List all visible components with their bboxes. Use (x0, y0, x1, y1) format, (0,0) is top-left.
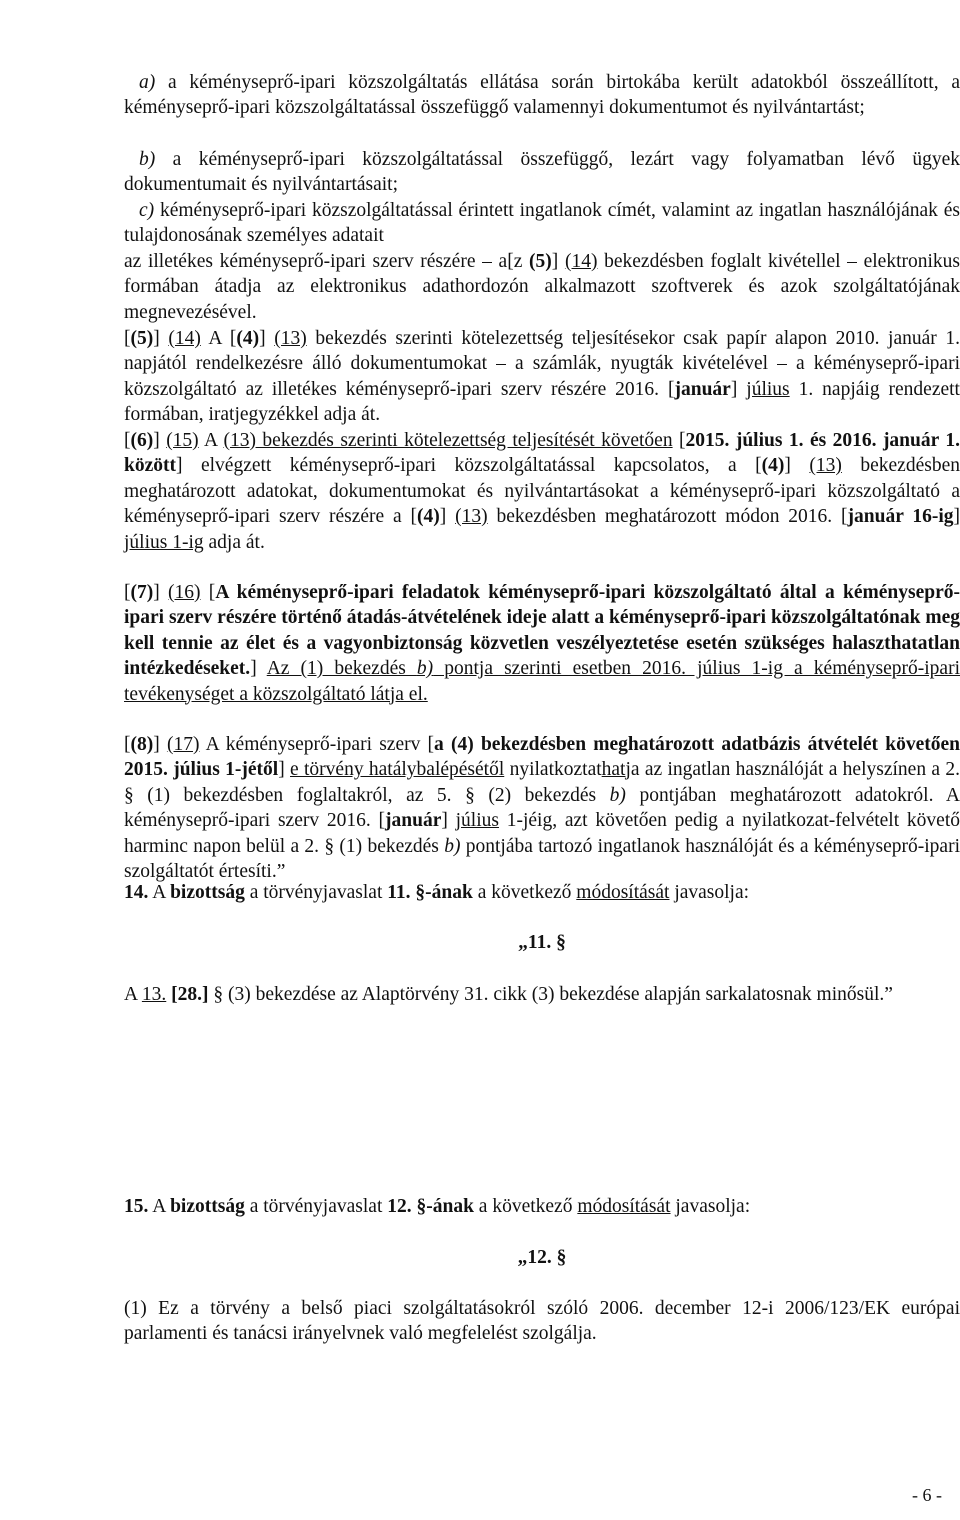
paragraph-item-b: b) a kéményseprő-ipari közszolgáltatással összefüggő, lezárt vagy folyamatban lévő ügyek dokumentumait és nyilvántartásait; (124, 149, 960, 196)
amendment-14-heading: „11. § (518, 932, 566, 953)
amendment-14-intro: 14. A bizottság a törvényjavaslat 11. §-ának a következő módosítását javasolja: (124, 882, 750, 903)
paragraph-16: [(7)] (16) [A kéményseprő-ipari feladatok kéményseprő-ipari közszolgáltató által a kéményseprő-ipari szerv részére történő átadás-átvételének ideje alatt a kéményseprő-ipari közszolgáltatónak meg kell tennie az élet és a vagyonbiztonság közvetlen veszélyeztetése esetén szükséges halaszthatatlan intézkedéseket.] Az (1) bekezdés b) pontja szerinti esetben 2016. július 1-ig a kéményseprő-ipari tevékenységet a közszolgáltató látja el. (124, 582, 960, 705)
paragraph-14: [(5)] (14) A [(4)] (13) bekezdés szerinti kötelezettség teljesítésekor csak papír alapon 2010. január 1. napjától rendelkezésre álló dokumentumokat – a számlák, nyugták kivételével – a kéményseprő-ipari közszolgáltató az illetékes kéményseprő-ipari szerv részére 2016. [január] július 1. napjáig rendezett formában, iratjegyzékkel adja át. (124, 328, 960, 426)
paragraph-15: [(6)] (15) A (13) bekezdés szerinti kötelezettség teljesítését követően [2015. július 1. és 2016. január 1. között] elvégzett kéményseprő-ipari közszolgáltatással kapcsolatos, a [(4)] (13) bekezdésben meghatározott adatokat, dokumentumokat és nyilvántartásokat a kéményseprő-ipari közszolgáltató a kéményseprő-ipari szerv részére a [(4)] (13) bekezdésben meghatározott módon 2016. [január 16-ig] július 1-ig adja át. (124, 430, 960, 553)
paragraph-closing: az illetékes kéményseprő-ipari szerv részére – a[z (5)] (14) bekezdésben foglalt kivétellel – elektronikus formában átadja az elektronikus adathordozón alkalmazott szoftverek és azok szolgáltatójának megnevezésével. (124, 251, 960, 323)
amendment-15-text: (1) Ez a törvény a belső piaci szolgáltatásokról szóló 2006. december 12-i 2006/123/EK európai parlamenti és tanácsi irányelvnek való megfelelést szolgálja. (124, 1298, 960, 1345)
amendment-15-heading: „12. § (517, 1247, 567, 1268)
paragraph-item-a: a) a kéményseprő-ipari közszolgáltatás ellátása során birtokába került adatokból összeállított, a kéményseprő-ipari közszolgáltatással összefüggő valamennyi dokumentumot és nyilvántartást; (124, 72, 960, 119)
amendment-15-intro: 15. A bizottság a törvényjavaslat 12. §-ának a következő módosítását javasolja: (124, 1196, 751, 1217)
paragraph-item-c: c) kéményseprő-ipari közszolgáltatással érintett ingatlanok címét, valamint az ingatlan használójának és tulajdonosának személyes adatait (124, 200, 960, 247)
amendment-14-text: A 13. [28.] § (3) bekezdése az Alaptörvény 31. cikk (3) bekezdése alapján sarkalatosnak minősül.” (124, 984, 893, 1005)
page-number: - 6 - (912, 1485, 942, 1505)
paragraph-17: [(8)] (17) A kéményseprő-ipari szerv [a (4) bekezdésben meghatározott adatbázis átvételét követően 2015. július 1-jétől] e törvény hatálybalépésétől nyilatkoztathatja az ingatlan használóját a helyszínen a 2. § (1) bekezdésben foglaltakról, az 5. § (2) bekezdés b) pontjában meghatározott adatokról. A kéményseprő-ipari szerv 2016. [január] július 1-jéig, azt követően pedig a nyilatkozat-felvételt követő harminc napon belül a 2. § (1) bekezdés b) pontjába tartozó ingatlanok használóját és a kéményseprő-ipari szolgáltatót értesíti.” (124, 734, 960, 883)
